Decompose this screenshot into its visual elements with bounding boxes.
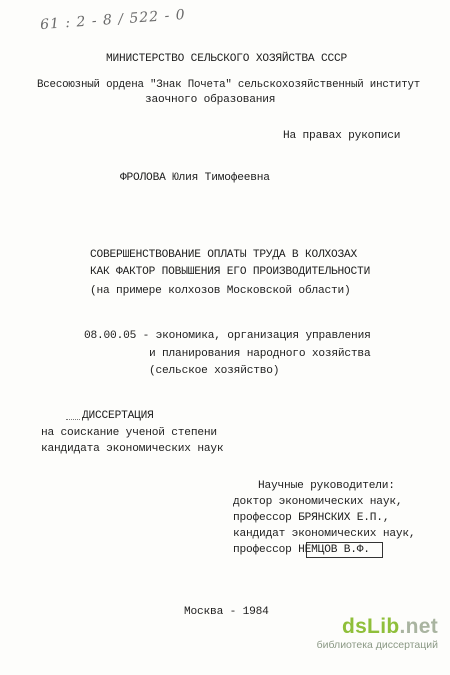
ministry-heading: МИНИСТЕРСТВО СЕЛЬСКОГО ХОЗЯЙСТВА СССР <box>106 53 348 65</box>
supervisor2-name: профессор НЕМЦОВ В.Ф. <box>233 544 370 556</box>
city-year: Москва - 1984 <box>184 606 269 618</box>
dotted-leader <box>66 418 80 420</box>
watermark-brand <box>317 616 438 638</box>
watermark-brand-tld: .net <box>399 615 438 638</box>
dissertation-title-line2: КАК ФАКТОР ПОВЫШЕНИЯ ЕГО ПРОИЗВОДИТЕЛЬНОСТИ <box>90 266 371 278</box>
specialty-line2: и планирования народного хозяйства <box>149 348 371 360</box>
watermark-brand-name: dsLib <box>341 615 400 638</box>
supervisor1-name: профессор БРЯНСКИХ Е.П., <box>233 512 390 524</box>
watermark-subtitle: библиотека диссертаций <box>316 639 438 651</box>
degree-line1: на соискание ученой степени <box>41 427 217 439</box>
supervisors-heading: Научные руководители: <box>258 480 395 492</box>
supervisor2-degree: кандидат экономических наук, <box>233 528 416 540</box>
author-name: ФРОЛОВА Юлия Тимофеевна <box>120 172 270 184</box>
handwritten-archive-code: 61 : 2 - 8 / 522 - 0 <box>39 6 187 34</box>
dissertation-title-line1: СОВЕРШЕНСТВОВАНИЕ ОПЛАТЫ ТРУДА В КОЛХОЗАХ <box>90 249 358 261</box>
manuscript-rights-note: На правах рукописи <box>283 130 401 142</box>
specialty-line3: (сельское хозяйство) <box>149 365 280 377</box>
degree-line2: кандидата экономических наук <box>41 443 224 455</box>
specialty-code-line1: 08.00.05 - экономика, организация управления <box>84 330 371 342</box>
dissertation-title-line3: (на примере колхозов Московской области) <box>90 285 351 297</box>
dslib-watermark-logo <box>317 616 438 651</box>
dissertation-label: ДИССЕРТАЦИЯ <box>82 410 154 422</box>
institute-name-line1: Всесоюзный ордена "Знак Почета" сельскохозяйственный институт <box>37 79 421 91</box>
supervisor1-degree: доктор экономических наук, <box>233 496 403 508</box>
institute-name-line2: заочного образования <box>145 94 276 106</box>
